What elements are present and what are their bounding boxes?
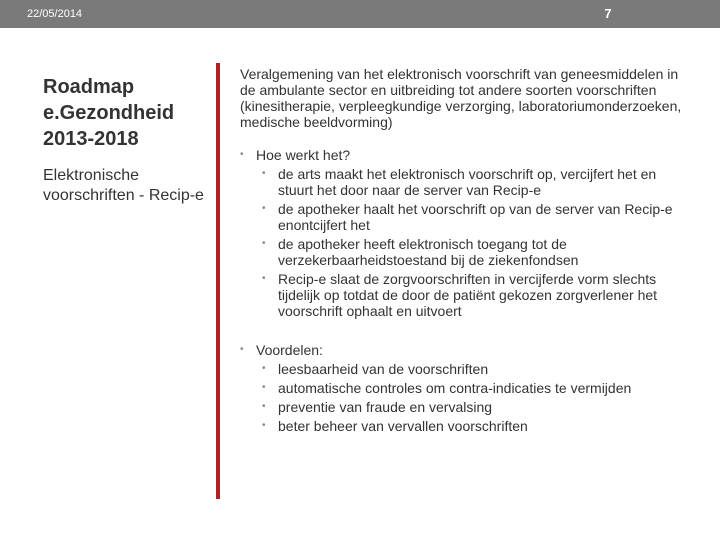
list-item xyxy=(240,201,690,233)
bullet-icon: • xyxy=(262,401,266,412)
list-item-text: preventie van fraude en vervalsing xyxy=(278,399,493,415)
bullet-icon: • xyxy=(262,382,266,393)
bullet-icon: • xyxy=(262,168,266,179)
slide-title: Roadmap e.Gezondheid 2013-2018 xyxy=(43,76,175,150)
bullet-icon: • xyxy=(240,344,244,355)
slide-date: 22/05/2014 xyxy=(27,8,83,20)
bullet-icon: • xyxy=(262,238,266,249)
list-item-text: de apotheker heeft elektronisch toegang tot de verzekerbaarheidstoestand bij de ziekenfondsen xyxy=(278,236,579,268)
section-heading: Voordelen: xyxy=(256,342,323,358)
list-item-text: automatische controles om contra-indicaties te vermijden xyxy=(278,380,632,396)
list-item xyxy=(240,361,690,377)
intro-paragraph: Veralgemening van het elektronisch voorschrift van geneesmiddelen in de ambulante sector en uitbreiding tot andere soorten voorschriften (kinesitherapie, verpleegkundige verzorging, laboratoriumonderzoeken, medische beeldvorming) xyxy=(240,66,682,130)
list-item-text: leesbaarheid van de voorschriften xyxy=(278,361,489,377)
list-item-text: de arts maakt het elektronisch voorschrift op, vercijfert het en stuurt het door naar de server van Recip-e xyxy=(278,166,657,198)
header-bar xyxy=(0,0,720,28)
list-item xyxy=(240,271,690,319)
bullet-icon: • xyxy=(262,363,266,374)
section-how-it-works xyxy=(240,147,690,319)
list-item xyxy=(240,380,690,396)
bullet-item xyxy=(240,342,690,358)
bullet-icon: • xyxy=(262,203,266,214)
bullet-icon: • xyxy=(262,273,266,284)
vertical-divider xyxy=(216,63,220,499)
section-heading: Hoe werkt het? xyxy=(256,147,351,163)
list-item xyxy=(240,236,690,268)
slide-sidebar xyxy=(43,74,213,206)
bullet-icon: • xyxy=(262,420,266,431)
list-item xyxy=(240,399,690,415)
list-item xyxy=(240,166,690,198)
sub-list xyxy=(240,361,690,434)
slide-content xyxy=(240,66,690,457)
slide-subtitle: Elektronische voorschriften - Recip-e xyxy=(43,167,204,204)
sub-list xyxy=(240,166,690,319)
list-item-text: de apotheker haalt het voorschrift op van de server van Recip-e enontcijfert het xyxy=(278,201,673,233)
list-item-text: Recip-e slaat de zorgvoorschriften in vercijferde vorm slechts tijdelijk op totdat de door de patiënt gekozen zorgverlener het voorschrift ophaalt en uitvoert xyxy=(278,271,658,319)
bullet-item xyxy=(240,147,690,163)
list-item xyxy=(240,418,690,434)
list-item-text: beter beheer van vervallen voorschriften xyxy=(278,418,528,434)
section-advantages xyxy=(240,342,690,434)
bullet-icon: • xyxy=(240,149,244,160)
page-number: 7 xyxy=(604,6,612,21)
